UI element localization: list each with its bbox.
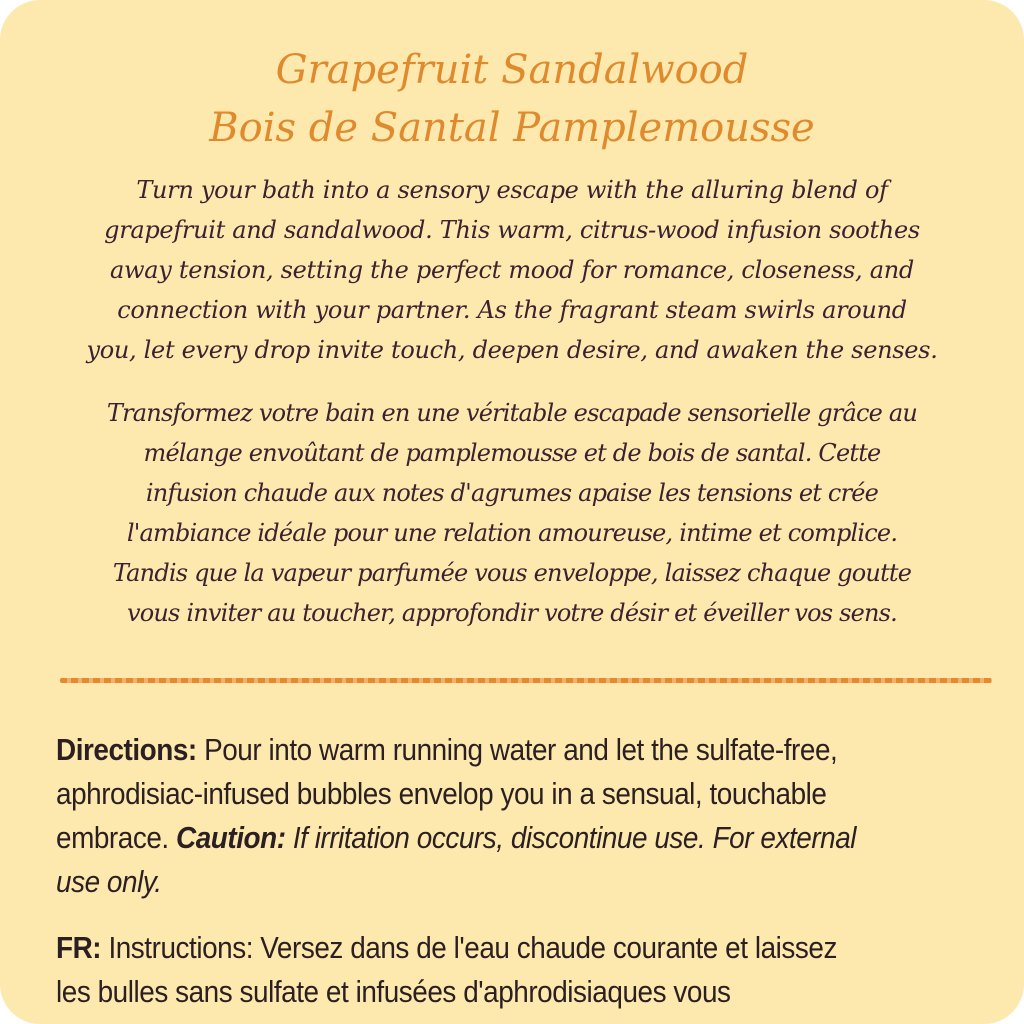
description-line: vous inviter au toucher, approfondir votre désir et éveiller vos sens.: [126, 599, 898, 627]
fr-text: Instructions: Versez dans de l'eau chaude courante et laissez: [101, 930, 837, 965]
directions-text: embrace.: [56, 820, 177, 855]
description-line: Turn your bath into a sensory escape with the alluring blend of: [136, 176, 888, 204]
directions-block: [56, 728, 856, 904]
caution-text: use only.: [56, 864, 162, 899]
directions-label: Directions:: [56, 732, 197, 767]
caution-text: If irritation occurs, discontinue use. For external: [285, 820, 857, 855]
french-directions-block: [56, 926, 837, 1014]
directions-line: [56, 728, 856, 772]
description-line: you, let every drop invite touch, deepen desire, and awaken the senses.: [86, 336, 938, 364]
title-french: Bois de Santal Pamplemousse: [209, 105, 815, 151]
description-line: mélange envoûtant de pamplemousse et de bois de santal. Cette: [143, 439, 881, 467]
description-line: l'ambiance idéale pour une relation amoureuse, intime et complice.: [126, 519, 898, 547]
caution-label: Caution:: [176, 820, 286, 855]
description-line: grapefruit and sandalwood. This warm, citrus-wood infusion soothes: [104, 216, 920, 244]
fr-label: FR:: [56, 930, 102, 965]
directions-line: [56, 860, 856, 904]
description-line: Transformez votre bain en une véritable escapade sensorielle grâce au: [106, 399, 918, 427]
section-divider: [60, 678, 992, 683]
directions-line: [56, 816, 856, 860]
description-french: [0, 393, 1024, 633]
description-english: [0, 170, 1024, 370]
description-line: connection with your partner. As the fragrant steam swirls around: [117, 296, 907, 324]
description-line: infusion chaude aux notes d'agrumes apaise les tensions et crée: [145, 479, 879, 507]
fr-line: les bulles sans sulfate et infusées d'aphrodisiaques vous: [56, 974, 731, 1009]
description-line: Tandis que la vapeur parfumée vous enveloppe, laissez chaque goutte: [112, 559, 912, 587]
directions-text: Pour into warm running water and let the sulfate-free,: [196, 732, 838, 767]
description-line: away tension, setting the perfect mood for romance, closeness, and: [110, 256, 914, 284]
title-english: Grapefruit Sandalwood: [275, 47, 749, 93]
fr-line: [56, 926, 837, 970]
directions-line: aphrodisiac-infused bubbles envelop you in a sensual, touchable: [56, 776, 827, 811]
